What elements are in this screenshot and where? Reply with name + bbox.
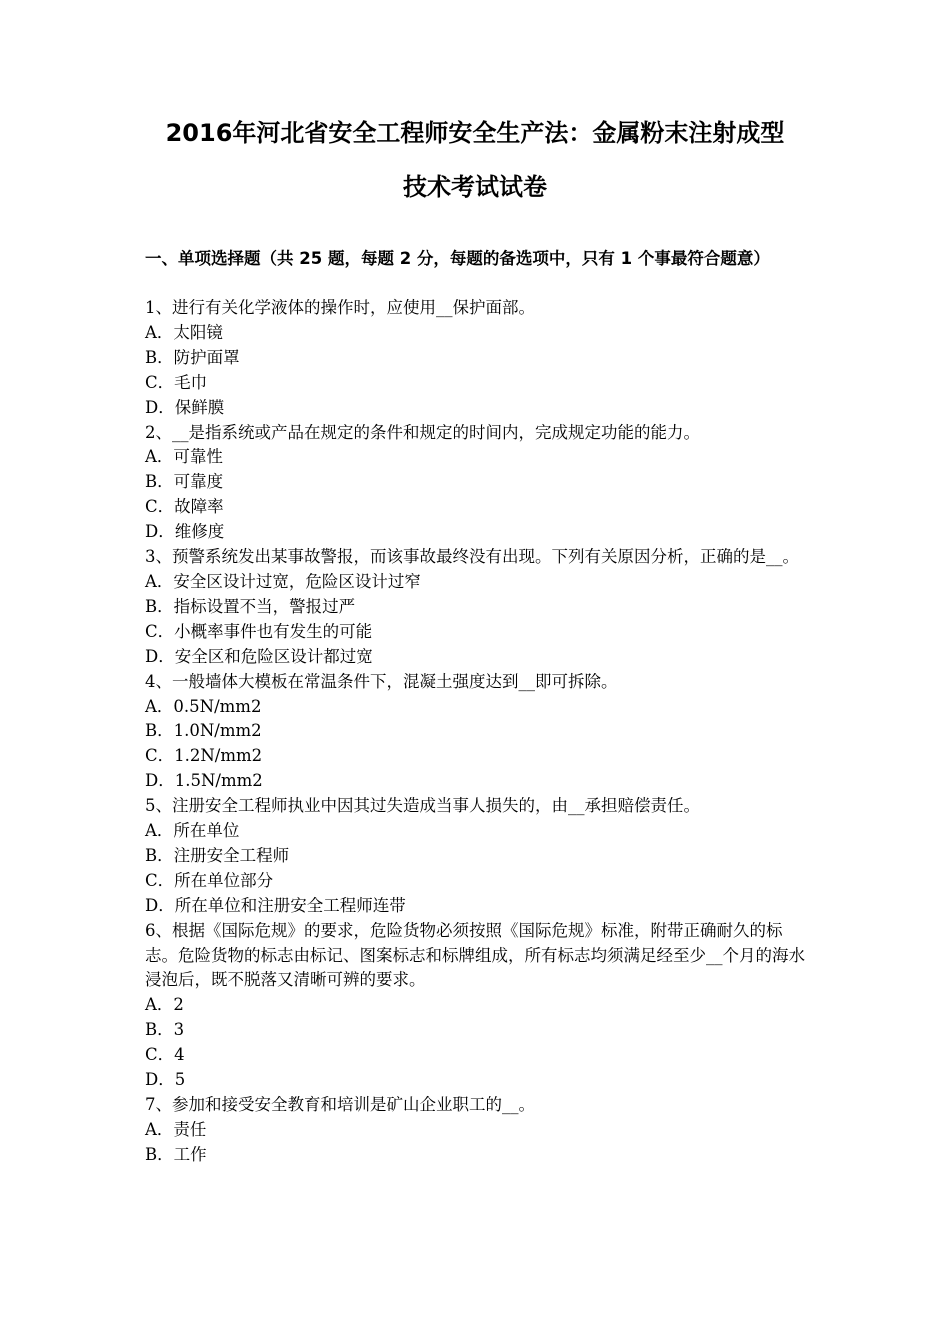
question-6 (145, 919, 810, 1093)
question-3 (145, 545, 810, 670)
option-c: C．小概率事件也有发生的可能 (145, 621, 373, 641)
option-a: A．可靠性 (145, 447, 223, 467)
question-stem: 7、参加和接受安全教育和培训是矿山企业职工的__。 (145, 1095, 535, 1114)
option-d: D．所在单位和注册安全工程师连带 (145, 895, 406, 915)
question-stem: 1、进行有关化学液体的操作时，应使用__保护面部。 (145, 298, 535, 317)
option-b: B．注册安全工程师 (145, 845, 290, 865)
document-title-line-1: 2016年河北省安全工程师安全生产法：金属粉末注射成型 (165, 119, 785, 147)
document-title-line-2: 技术考试试卷 (403, 173, 547, 201)
option-c: C．1.2N/mm2 (145, 746, 263, 766)
question-stem: 5、注册安全工程师执业中因其过失造成当事人损失的，由__承担赔偿责任。 (145, 796, 700, 816)
option-a: A．0.5N/mm2 (145, 696, 262, 716)
option-c: C．故障率 (145, 497, 224, 517)
option-b: B．3 (145, 1020, 185, 1040)
question-2 (145, 421, 810, 546)
option-d: D．保鲜膜 (145, 397, 225, 417)
option-c: C．所在单位部分 (145, 870, 274, 890)
option-b: B．1.0N/mm2 (145, 721, 262, 741)
question-1 (145, 296, 810, 421)
option-c: C．毛巾 (145, 372, 208, 392)
option-a: A．所在单位 (145, 821, 240, 841)
option-a: A．责任 (145, 1119, 207, 1139)
option-b: B．可靠度 (145, 472, 224, 492)
question-5 (145, 794, 810, 919)
option-b: B．防护面罩 (145, 347, 240, 367)
option-a: A．2 (145, 995, 184, 1015)
question-stem: 4、一般墙体大模板在常温条件下，混凝土强度达到__即可拆除。 (145, 671, 618, 691)
question-4 (145, 670, 810, 795)
option-d: D．安全区和危险区设计都过宽 (145, 646, 373, 666)
option-d: D．1.5N/mm2 (145, 771, 263, 791)
option-d: D．维修度 (145, 522, 225, 542)
option-b: B．指标设置不当，警报过严 (145, 596, 356, 616)
option-c: C．4 (145, 1045, 185, 1065)
question-stem: 6、根据《国际危规》的要求，危险货物必须按照《国际危规》标准，附带正确耐久的标志。危险货物的标志由标记、图案标志和标牌组成，所有标志均须满足经至少__个月的海水浸泡后，既不脱落又清晰可辨的要求。 (145, 920, 805, 990)
option-d: D．5 (145, 1070, 186, 1090)
option-a: A．安全区设计过宽，危险区设计过窄 (145, 571, 421, 591)
section-heading: 一、单项选择题（共 25 题，每题 2 分，每题的备选项中，只有 1 个事最符合题意） (145, 249, 770, 268)
option-a: A．太阳镜 (145, 322, 223, 342)
question-stem: 2、__是指系统或产品在规定的条件和规定的时间内，完成规定功能的能力。 (145, 422, 700, 442)
question-7 (145, 1093, 810, 1168)
question-list (145, 296, 810, 1168)
question-stem: 3、预警系统发出某事故警报，而该事故最终没有出现。下列有关原因分析，正确的是__。 (145, 547, 799, 567)
option-b: B．工作 (145, 1144, 207, 1164)
